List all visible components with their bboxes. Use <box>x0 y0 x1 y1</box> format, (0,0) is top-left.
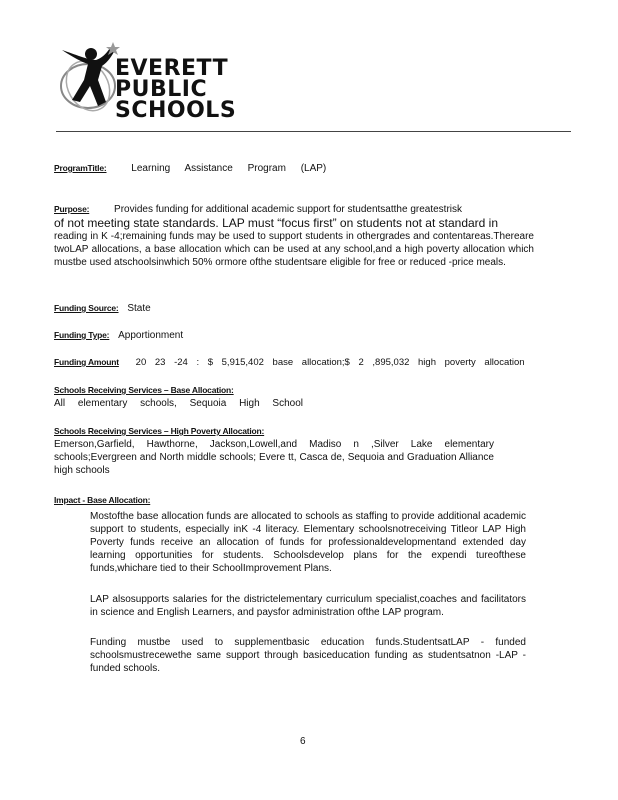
funding-source-label: Funding Source: <box>54 303 119 313</box>
purpose-label: Purpose: <box>54 204 90 214</box>
district-name-line3: SCHOOLS <box>115 98 237 123</box>
funding-amount-value: 20 23 -24 : $ 5,915,402 base allocation;$ 2 ,895,032 high poverty allocation <box>135 357 525 368</box>
impact-section <box>54 494 534 507</box>
purpose-body: reading in K -4;remaining funds may be used to support students in othergrades and contentareas.Thereare twoLAP allocations, a base allocation which can be used at any school,and a high poverty allocation which mustbe used atschoolsinwhich 50% ormore ofthe studentsare eligible for free or reduced -price meals. <box>54 231 534 268</box>
list-item <box>76 593 526 619</box>
funding-amount-row <box>54 356 534 369</box>
purpose-line1: Provides funding for additional academic support for studentsatthe greatestrisk <box>114 204 463 215</box>
district-name <box>115 58 236 121</box>
program-title-value: Learning Assistance Program (LAP) <box>131 163 327 174</box>
funding-type-label: Funding Type: <box>54 330 110 340</box>
schools-base-label: Schools Receiving Services – Base Allocation: <box>54 385 234 395</box>
district-logo-mark <box>58 40 120 118</box>
schools-base-section <box>54 384 534 410</box>
funding-type-row <box>54 329 534 342</box>
impact-item-2: LAP alsosupports salaries for the districtelementary curriculum specialist,coaches and facilitators in science and English Learners, and paysfor administration ofthe LAP program. <box>90 594 526 618</box>
purpose-line2: of not meeting state standards. LAP must “focus first” on students not at standard in <box>54 216 499 230</box>
list-item <box>76 510 526 575</box>
schools-base-value: All elementary schools, Sequoia High School <box>54 398 303 409</box>
district-name-line1: EVERETT <box>115 56 229 81</box>
funding-type-value: Apportionment <box>118 330 184 341</box>
program-title-label: ProgramTitle: <box>54 163 107 173</box>
impact-item-3: Funding mustbe used to supplementbasic education funds.StudentsatLAP - funded schoolsmustrecewethe same support through basiceducation funding as studentsatnon -LAP -funded schools. <box>90 637 526 674</box>
schools-hp-section <box>54 425 534 477</box>
schools-hp-label: Schools Receiving Services – High Poverty Allocation: <box>54 426 265 436</box>
district-name-line2: PUBLIC <box>115 77 208 102</box>
page-number: 6 <box>300 736 306 747</box>
schools-hp-value: Emerson,Garfield, Hawthorne, Jackson,Lowell,and Madiso n ,Silver Lake elementary schools;Evergreen and North middle schools; Evere tt, Casca de, Sequoia and Graduation Alliance high schools <box>54 439 494 476</box>
program-title-row <box>54 162 534 175</box>
funding-amount-label: Funding Amount <box>54 357 119 367</box>
header-divider <box>56 131 571 132</box>
impact-label: Impact - Base Allocation: <box>54 495 151 505</box>
funding-source-value: State <box>127 303 151 314</box>
purpose-section <box>54 203 534 269</box>
list-item <box>76 636 526 675</box>
impact-item-1: Mostofthe base allocation funds are allocated to schools as staffing to provide additional academic support to students, especially inK -4 literacy. Elementary schoolsnotreceiving Titleor LAP High Poverty funds receive an allocation of funds for professionaldevelopmentand extended day learning opportunities for students. Schoolsdevelop plans for the expendi tureofthese funds,whichare tied to their SchoolImprovement Plans. <box>90 511 526 574</box>
funding-source-row <box>54 302 534 315</box>
